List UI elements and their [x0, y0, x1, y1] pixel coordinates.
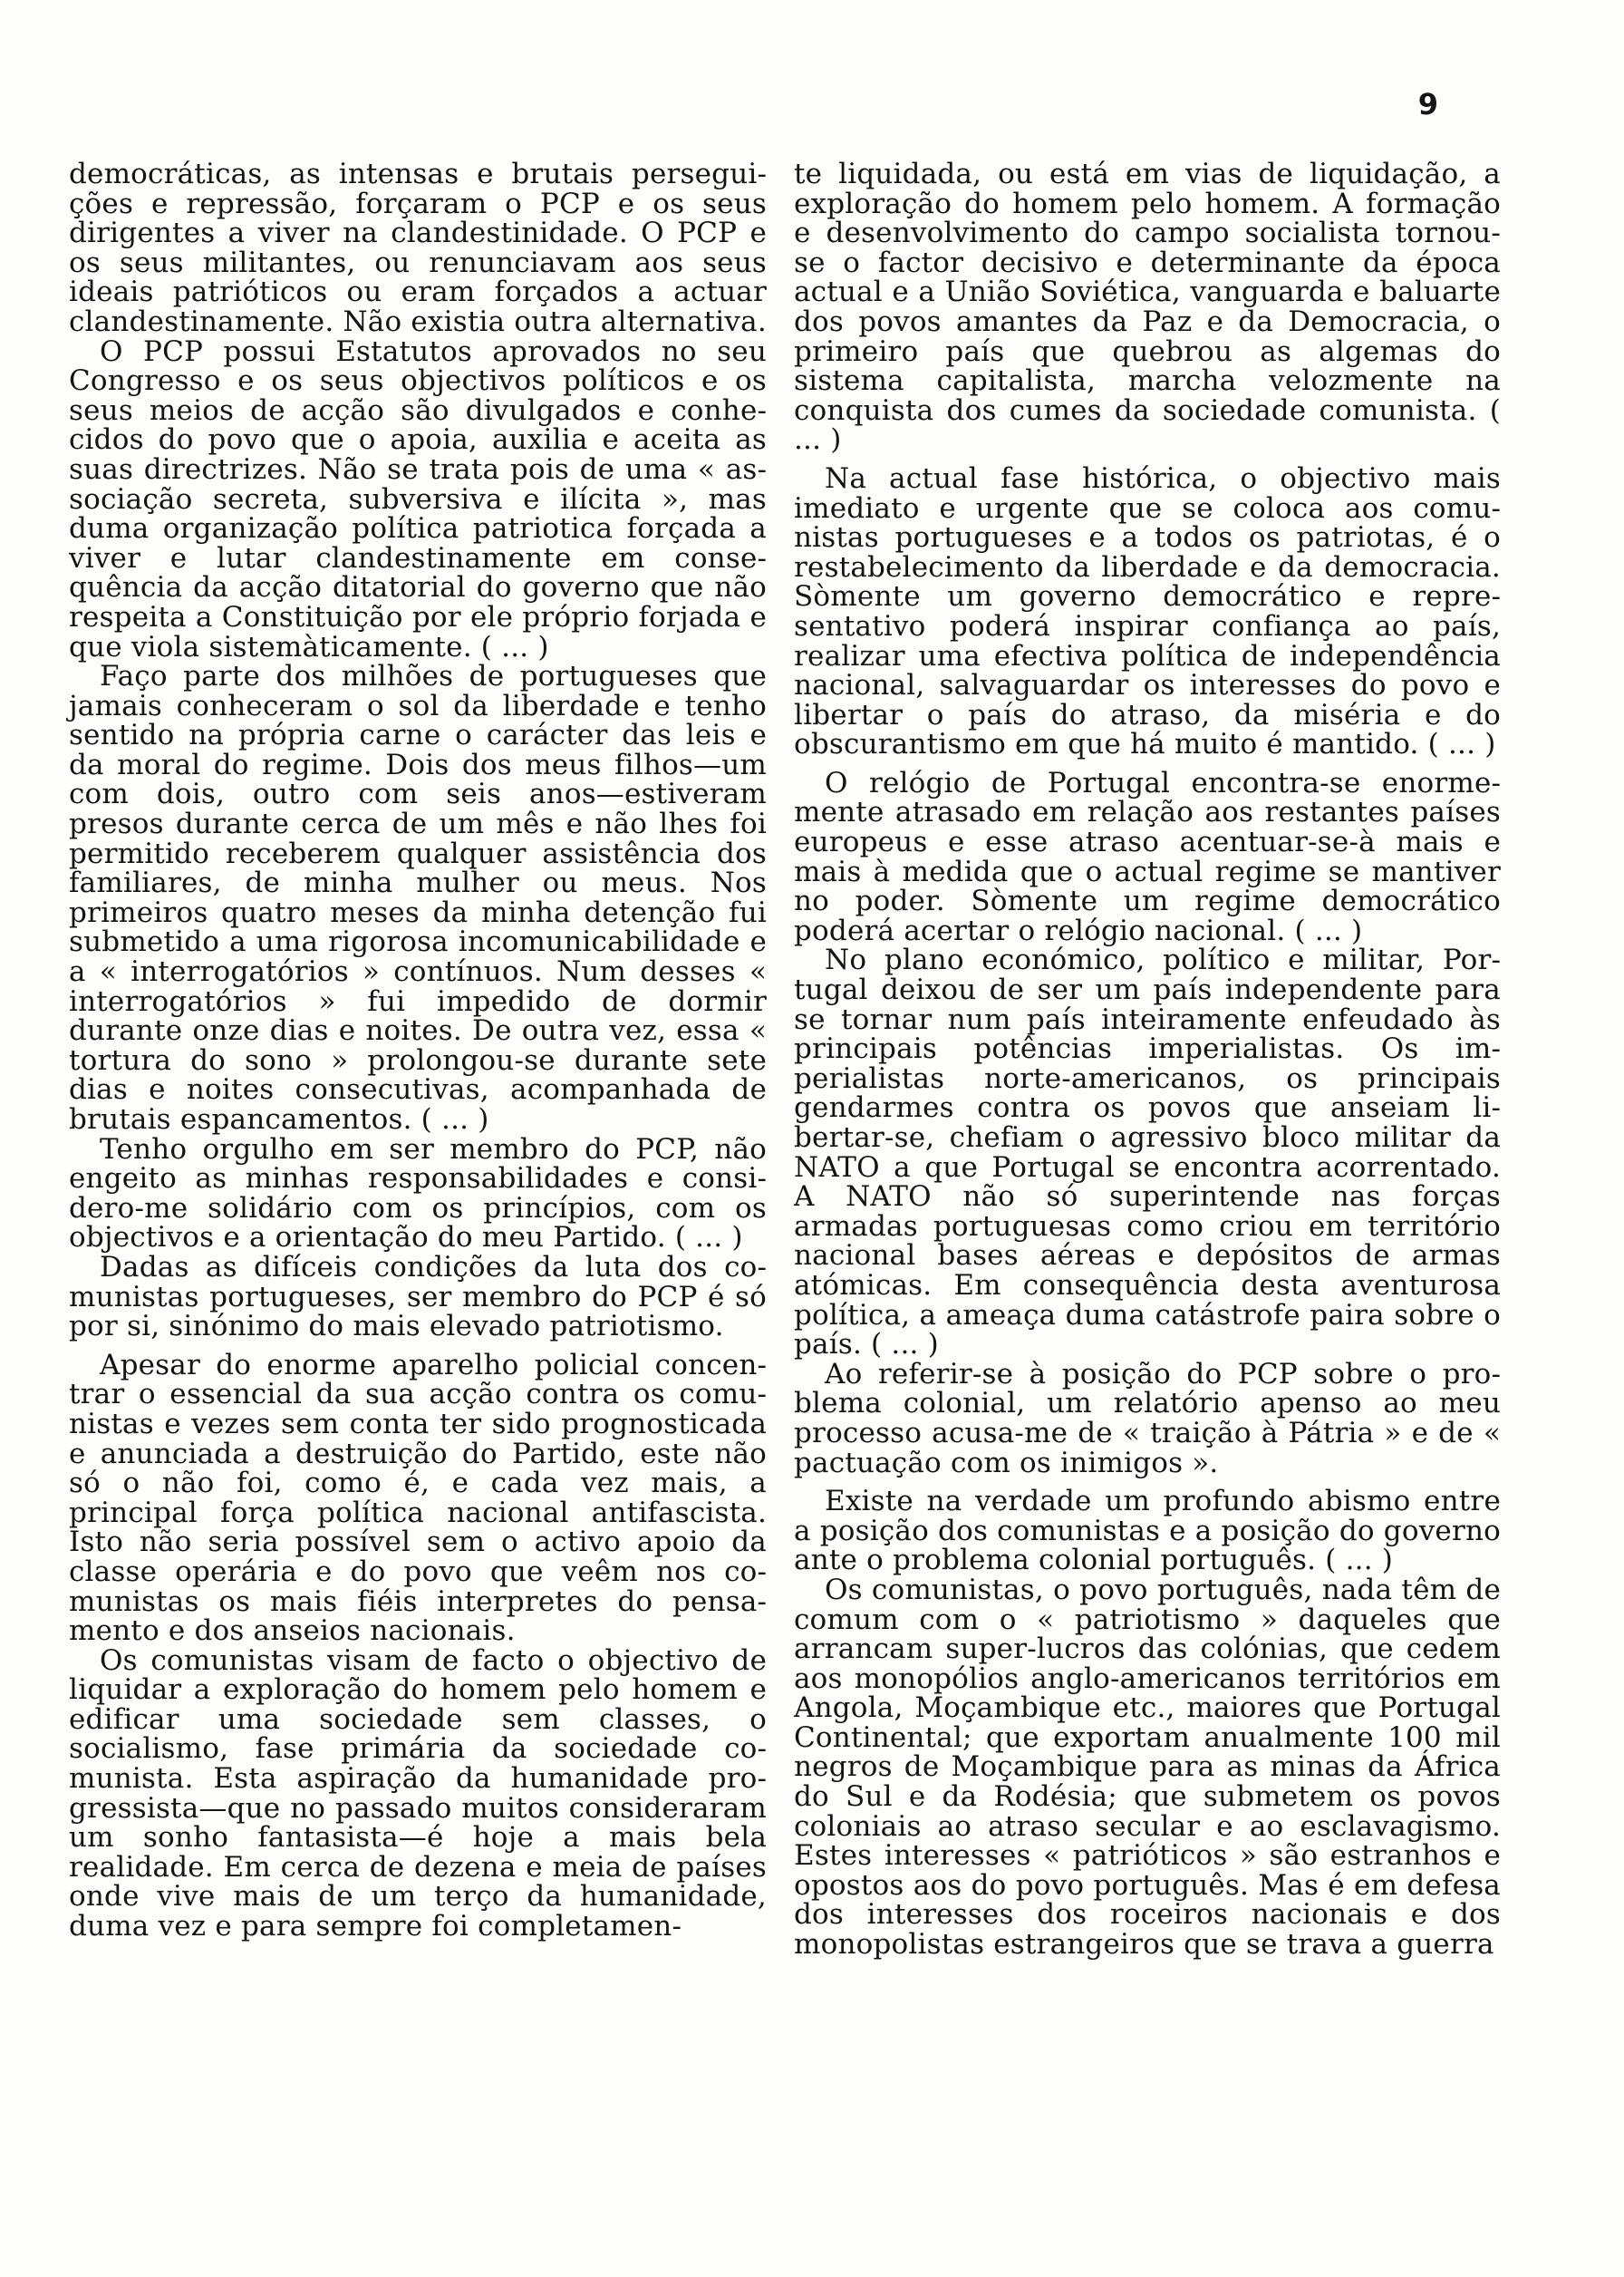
paragraph: Tenho orgulho em ser membro do PCP, não engeito as minhas responsabilidades e considero-me solidário com os princípios, com os objectivos e a orientação do meu Partido. ( ... ) [69, 1132, 767, 1255]
paragraph: No plano económico, político e militar, Portugal deixou de ser um país independente para se tornar num país inteiramente enfeudado às principais potências imperialistas. Os imperialistas norte-americanos, os principais gendarmes contra os povos que anseiam libertar-se, chefiam o agressivo bloco militar da NATO a que Portugal se encontra acorrentado. A NATO não só superintende nas forças armadas portuguesas como criou em território nacional bases aéreas e depósitos de armas atómicas. Em consequência desta aventurosa política, a ameaça duma catástrofe paira sobre o país. ( ... ) [794, 944, 1501, 1361]
paragraph: te liquidada, ou está em vias de liquidação, a exploração do homem pelo homem. A formação e desenvolvimento do campo socialista tornou-se o factor decisivo e determinante da época actual e a União Soviética, vanguarda e baluarte dos povos amantes da Paz e da Democracia, o primeiro país que quebrou as algemas do sistema capitalista, marcha velozmente na conquista dos cumes da sociedade comunista. ( ... ) [794, 158, 1501, 457]
paragraph: Ao referir-se à posição do PCP sobre o problema colonial, um relatório apenso ao meu processo acusa-me de « traição à Pátria » e de « pactuação com os inimigos ». [794, 1357, 1501, 1479]
paragraph: Os comunistas visam de facto o objectivo de liquidar a exploração do homem pelo homem e edificar uma sociedade sem classes, o socialismo, fase primária da sociedade comunista. Esta aspiração da humanidade progressista—que no passado muitos consideraram um sonho fantasista—é hoje a mais bela realidade. Em cerca de dezena e meia de países onde vive mais de um terço da humanidade, duma vez e para sempre foi completamen- [69, 1643, 767, 1943]
page-number: 9 [1417, 87, 1438, 121]
paragraph: Existe na verdade um profundo abismo entre a posição dos comunistas e a posição do governo ante o problema colonial português. ( ... ) [794, 1485, 1501, 1577]
paragraph: O PCP possui Estatutos aprovados no seu Congresso e os seus objectivos políticos e os seus meios de acção são divulgados e conhecidos do povo que o apoia, auxilia e aceita as suas directrizes. Não se trata pois de uma « associação secreta, subversiva e ilícita », mas duma organização política patriotica forçada a viver e lutar clandestinamente em consequência da acção ditatorial do governo que não respeita a Constituição por ele próprio forjada e que viola sistemàticamente. ( ... ) [69, 334, 767, 664]
right-column [794, 160, 1501, 1960]
paragraph: democráticas, as intensas e brutais perseguições e repressão, forçaram o PCP e os seus dirigentes a viver na clandestinidade. O PCP e os seus militantes, ou renunciavam aos seus ideais patrióticos ou eram forçados a actuar clandestinamente. Não existia outra alternativa. [69, 158, 767, 338]
paragraph: Faço parte dos milhões de portugueses que jamais conheceram o sol da liberdade e tenho sentido na própria carne o carácter das leis e da moral do regime. Dois dos meus filhos—um com dois, outro com seis anos—estiveram presos durante cerca de um mês e não lhes foi permitido receberem qualquer assistência dos familiares, de minha mulher ou meus. Nos primeiros quatro meses da minha detenção fui submetido a uma rigorosa incomunicabilidade e a « interrogatórios » contínuos. Num desses « interrogatórios » fui impedido de dormir durante onze dias e noites. De outra vez, essa « tortura do sono » prolongou-se durante sete dias e noites consecutivas, acompanhada de brutais espancamentos. ( ... ) [69, 660, 767, 1136]
paragraph: Apesar do enorme aparelho policial concentrar o essencial da sua acção contra os comunistas e vezes sem conta ter sido prognosticada e anunciada a destruição do Partido, este não só o não foi, como é, e cada vez mais, a principal força política nacional antifascista. Isto não seria possível sem o activo apoio da classe operária e do povo que veêm nos comunistas os mais fiéis interpretes do pensamento e dos anseios nacionais. [69, 1348, 767, 1648]
paragraph: Dadas as difíceis condições da luta dos comunistas portugueses, ser membro do PCP é só por si, sinónimo do mais elevado patriotismo. [69, 1250, 767, 1343]
paragraph: O relógio de Portugal encontra-se enormemente atrasado em relação aos restantes países europeus e esse atraso acentuar-se-à mais e mais à medida que o actual regime se mantiver no poder. Sòmente um regime democrático poderá acertar o relógio nacional. ( ... ) [794, 766, 1501, 947]
left-column [69, 160, 767, 1942]
paragraph: Os comunistas, o povo português, nada têm de comum com o « patriotismo » daqueles que arrancam super-lucros das colónias, que cedem aos monopólios anglo-americanos territórios em Angola, Moçambique etc., maiores que Portugal Continental; que exportam anualmente 100 mil negros de Moçambique para as minas da África do Sul e da Rodésia; que submetem os povos coloniais ao atraso secular e ao esclavagismo. Estes interesses « patrióticos » são estranhos e opostos aos do povo português. Mas é em defesa dos interesses dos roceiros nacionais e dos monopolistas estrangeiros que se trava a guerra [794, 1573, 1501, 1962]
paragraph: Na actual fase histórica, o objectivo mais imediato e urgente que se coloca aos comunistas portugueses e a todos os patriotas, é o restabelecimento da liberdade e da democracia. Sòmente um governo democrático e representativo poderá inspirar confiança ao país, realizar uma efectiva política de independência nacional, salvaguardar os interesses do povo e libertar o país do atraso, da miséria e do obscurantismo em que há muito é mantido. ( ... ) [794, 461, 1501, 761]
